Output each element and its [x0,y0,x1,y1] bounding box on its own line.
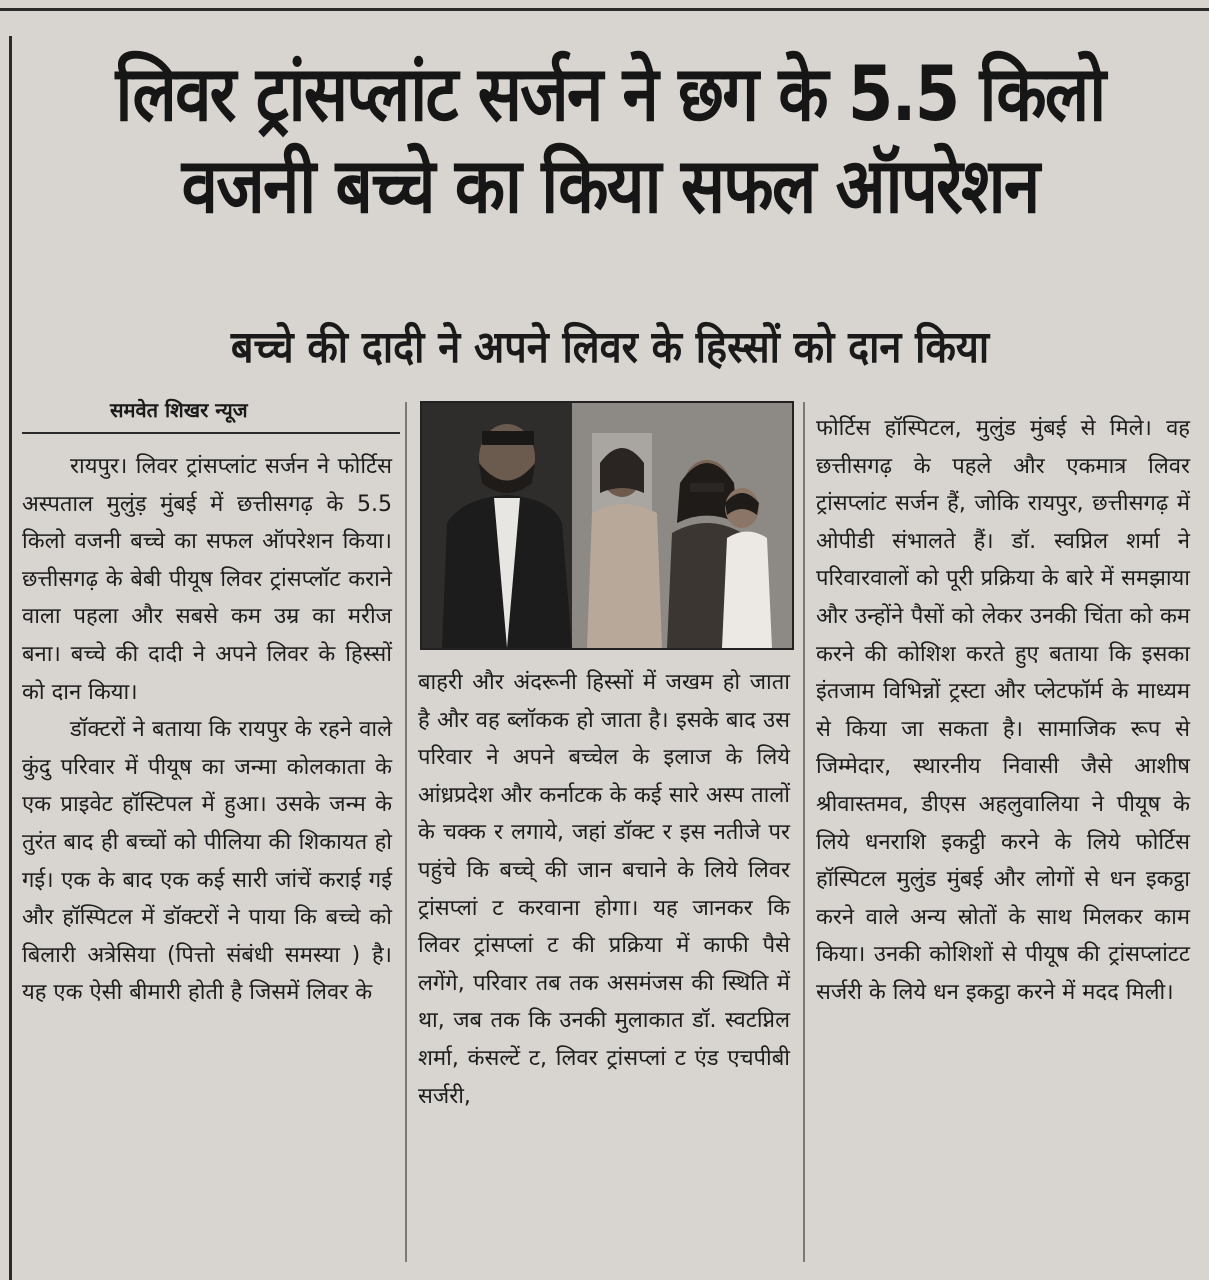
byline-rule [22,432,400,434]
left-rule [9,36,12,1280]
column-divider-2 [803,402,805,1262]
headline-line-1: लिवर ट्रांसप्लांट सर्जन ने छग के 5.5 किलो [115,49,1105,138]
article-column-2 [418,664,790,1115]
article-column-1 [22,448,392,1012]
article-column-3 [816,410,1190,1012]
column-3-text: फोर्टिस हॉस्पिटल, मुलुंड मुंबई से मिले। वह छत्तीसगढ़ के पहले और एकमात्र लिवर ट्रांसप्लांट सर्जन हैं, जोकि रायपुर, छत्तीसगढ़ में ओपीडी संभालते हैं। डॉ. स्वप्निल शर्मा ने परिवारवालों को पूरी प्रक्रिया के बारे में समझाया और उन्होंने पैसों को लेकर उनकी चिंता को कम करने की कोशिश करते हुए बताया कि इसका इंतजाम विभिन्नों ट्रस्टा और प्लेटफॉर्म के माध्यम से किया जा सकता है। सामाजिक रूप से जिम्मेदार, स्थारनीय निवासी जैसे आशीष श्रीवास्तमव, डीएस अहलुवालिया ने पीयूष के लिये धनराशि इकट्ठी करने के लिये फोर्टिस हॉस्पिटल मुलुंड मुंबई और लोगों से धन इकट्ठा करने वाले अन्य स्रोतों के साथ मिलकर काम किया। उनकी कोशिशों से पीयूष की ट्रांसप्लांटट सर्जरी के लिये धन इकट्ठा करने में मदद मिली। [816,416,1190,1005]
photo-illustration [422,403,792,648]
column-2-text: बाहरी और अंदरूनी हिस्सों में जखम हो जाता है और वह ब्लॉकक हो जाता है। इसके बाद उस परिवार ने अपने बच्चेल के इलाज के लिये आंध्रप्रदेश और कर्नाटक के कई सारे अस्प तालों के चक्क र लगाये, जहां डॉक्ट र इस नतीजे पर पहुंचे कि बच्चे् की जान बचाने के लिये लिवर ट्रांसप्लां ट करवाना होगा। यह जानकर कि लिवर ट्रांसप्लां ट की प्रक्रिया में काफी पैसे लगेंगे, परिवार तब तक असमंजस की स्थिति में था, जब तक कि उनकी मुलाकात डॉ. स्वटप्निल शर्मा, कंसल्टें ट, लिवर ट्रांसप्लां ट एंड एचपीबी सर्जरी, [418,670,790,1109]
column-divider-1 [405,402,407,1262]
column-1-paragraph-1: रायपुर। लिवर ट्रांसप्लांट सर्जन ने फोर्टिस अस्पताल मुलुंड़ मुंबई में छत्तीसगढ़ के 5.5 किलो वजनी बच्चे का सफल ऑपरेशन किया। छत्तीसगढ़ के बेबी पीयूष लिवर ट्रांसप्लॉट कराने वाला पहला और सबसे कम उम्र का मरीज बना। बच्चे की दादी ने अपने लिवर के हिस्सों को दान किया। [22,454,392,705]
column-1-paragraph-2: डॉक्टरों ने बताया कि रायपुर के रहने वाले कुंदु परिवार में पीयूष का जन्मा कोलकाता के एक प्राइवेट हॉस्टिपल में हुआ। उसके जन्म के तुरंत बाद ही बच्चों को पीलिया की शिकायत हो गई। एक के बाद एक कई सारी जांचें कराई गई और हॉस्पिटल में डॉक्टरों ने पाया कि बच्चे को बिलारी अत्रेसिया (पित्तो संबंधी समस्या ) है। यह एक ऐसी बीमारी होती है जिसमें लिवर के [22,717,392,1006]
subheadline: बच्चे की दादी ने अपने लिवर के हिस्सों को दान किया [230,322,990,373]
news-photo [420,401,794,650]
top-rule [0,8,1209,11]
headline-line-2: वजनी बच्चे का किया सफल ऑपरेशन [181,141,1039,230]
byline: समवेत शिखर न्यूज [110,398,248,422]
headline [103,48,1118,232]
